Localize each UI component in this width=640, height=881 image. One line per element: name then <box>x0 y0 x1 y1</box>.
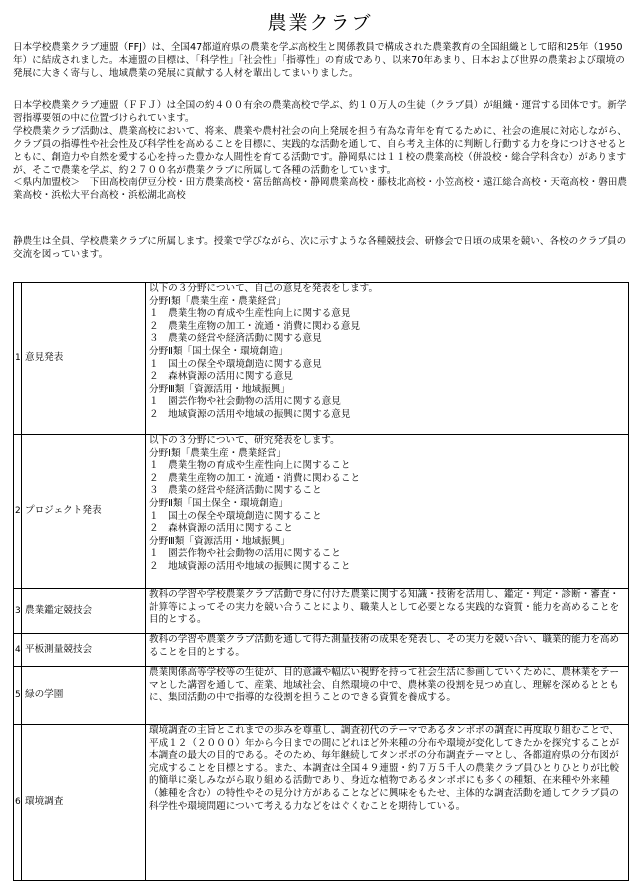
event-name: 農業鑑定競技会 <box>22 589 146 634</box>
table-row <box>14 283 629 435</box>
event-number: 1 <box>14 283 22 435</box>
event-name: 平板測量競技会 <box>22 634 146 667</box>
event-description: 教科の学習や学校農業クラブ活動で身に付けた農業に関する知識・技術を活用し、鑑定・判定・診断・審査・計算等によってその実力を競い合うことにより、職業人として必要となる実践的な資質・能力を高めることを目的とする。 <box>146 589 629 634</box>
event-number: 5 <box>14 667 22 725</box>
table-row <box>14 435 629 589</box>
event-number: 4 <box>14 634 22 667</box>
event-number: 6 <box>14 725 22 881</box>
table-row <box>14 667 629 725</box>
ffj-description-paragraph: 日本学校農業クラブ連盟（ＦＦＪ）は全国の約４００有余の農業高校で学ぶ、約１０万人の生徒（クラブ員）が組織・運営する団体です。新学習指導要領の中に位置づけられています。 学校農業クラブ活動は、農業高校において、将来、農業や農村社会の向上発展を担う有為な青年を育てるために、社会の進展に対応しながら、クラブ員の指導性や社会性及び科学性を高めることを目標に、実践的な活動を通して、自ら考え主体的に判断し行動する力を身につけさせるとともに、創造力や自然を愛する心を持った豊かな人間性を育てる活動です。静岡県には１１校の農業高校（併設校・総合学科含む）がありますが、そこで農業を学ぶ、約２７００名が農業クラブに所属して各種の活動をしています。 ＜県内加盟校＞ 下田高校南伊豆分校・田方農業高校・富岳館高校・静岡農業高校・藤枝北高校・小笠高校・遠江総合高校・天竜高校・磐田農業高校・浜松大平台高校・浜松湖北高校 <box>13 100 627 202</box>
event-description: 以下の３分野について、研究発表をします。 分野Ⅰ類「農業生産・農業経営」 １ 農業生物の育成や生産性向上に関すること ２ 農業生産物の加工・流通・消費に関わること ３ 農業の経営や経済活動に関すること 分野Ⅱ類「国土保全・環境創造」 １ 国土の保全や環境創造に関すること ２ 森林資源の活用に関すること 分野Ⅲ類「資源活用・地域振興」 １ 園芸作物や社会動物の活用に関すること ２ 地域資源の活用や地域の振興に関すること <box>146 435 629 589</box>
school-club-paragraph: 静農生は全員、学校農業クラブに所属します。授業で学びながら、次に示すような各種競技会、研修会で日頃の成果を競い、各校のクラブ員の交流を図っています。 <box>13 236 627 260</box>
event-name: プロジェクト発表 <box>22 435 146 589</box>
event-name: 環境調査 <box>22 725 146 881</box>
event-description: 農業関係高等学校等の生徒が、目的意識や幅広い視野を持って社会生活に参画していくために、農林業をテーマとした講習を通して、産業、地域社会、自然環境の中で、農林業の役割を見つめ直し、理解を深めるとともに、集団活動の中で指導的な役割を担うことのできる資質を養成する。 <box>146 667 629 725</box>
table-row <box>14 634 629 667</box>
table-row <box>14 589 629 634</box>
event-name: 緑の学園 <box>22 667 146 725</box>
intro-paragraph: 日本学校農業クラブ連盟（FFJ）は、全国47都道府県の農業を学ぶ高校生と関係教員で構成された農業教育の全国組織として昭和25年（1950年）に結成されました。本連盟の目標は、「科学性」「社会性」「指導性」の育成であり、以来70年あまり、日本および世界の農業および環境の発展に大きく寄与し、地域農業の発展に貢献する人材を輩出してまいりました。 <box>13 42 625 79</box>
event-number: 2 <box>14 435 22 589</box>
events-table <box>13 282 629 881</box>
event-description: 以下の３分野について、自己の意見を発表をします。 分野Ⅰ類「農業生産・農業経営」 １ 農業生物の育成や生産性向上に関する意見 ２ 農業生産物の加工・流通・消費に関わる意見 ３ 農業の経営や経済活動に関する意見 分野Ⅱ類「国土保全・環境創造」 １ 国土の保全や環境創造に関する意見 ２ 森林資源の活用に関する意見 分野Ⅲ類「資源活用・地域振興」 １ 園芸作物や社会動物の活用に関する意見 ２ 地域資源の活用や地域の振興に関する意見 <box>146 283 629 435</box>
event-description: 教科の学習や農業クラブ活動を通して得た測量技術の成果を発表し、その実力を競い合い、職業的能力を高めることを目的とする。 <box>146 634 629 667</box>
event-description: 環境調査の主旨とこれまでの歩みを尊重し、調査初代のテーマであるタンポポの調査に再度取り組むことで、平成１２（２０００）年から今日までの間にどれほど外来種の分布や環境が変化してきたかを探究することが本調査の最大の目的である。そのため、毎年継続してタンポポの分布調査テーマとし、各都道府県の分布図が完成することを目標とする。また、本調査は全国４９連盟・約７万５千人の農業クラブ員ひとりひとりが比較的簡単に楽しみながら取り組める活動であり、身近な植物であるタンポポにも多くの種類、在来種や外来種（雑種を含む）の特性やその見分け方があることなどに興味をもたせ、主体的な調査活動を通してクラブ員の科学性や環境問題について考える力などをはぐくむことを期待している。 <box>146 725 629 881</box>
table-row <box>14 725 629 881</box>
event-name: 意見発表 <box>22 283 146 435</box>
event-number: 3 <box>14 589 22 634</box>
page-title: 農業クラブ <box>267 12 373 34</box>
